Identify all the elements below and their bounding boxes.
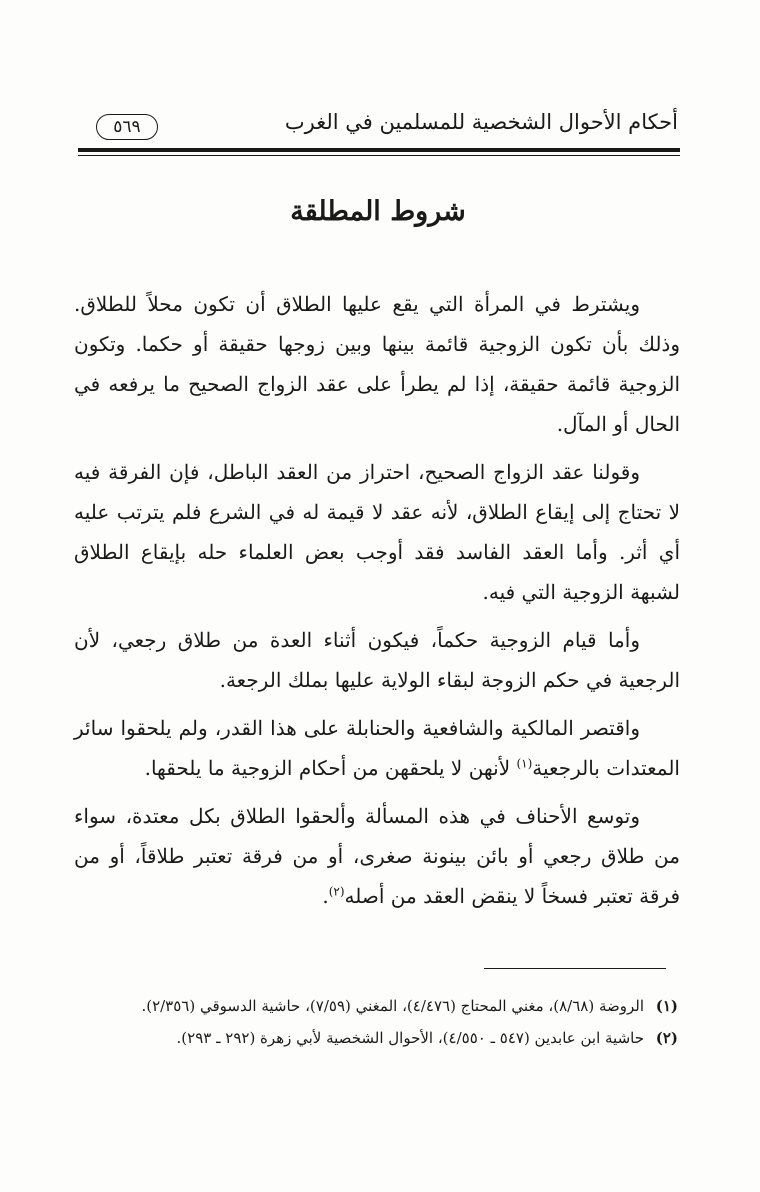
paragraph <box>74 796 680 916</box>
paragraph-text: واقتصر المالكية والشافعية والحنابلة على هذا القدر، ولم يلحقوا سائر المعتدات بالرجعية <box>74 716 680 780</box>
paragraph: وأما قيام الزوجية حكماً، فيكون أثناء العدة من طلاق رجعي، لأن الرجعية في حكم الزوجة لبقاء الولاية عليها بملك الرجعة. <box>74 628 680 692</box>
body-text <box>74 284 680 924</box>
footnote-number: (١) <box>655 997 678 1015</box>
page-number-badge: ٥٦٩ <box>96 114 158 140</box>
running-title: أحكام الأحوال الشخصية للمسلمين في الغرب <box>284 110 678 134</box>
paragraph: ويشترط في المرأة التي يقع عليها الطلاق أن تكون محلاً للطلاق. وذلك بأن تكون الزوجية قائمة بينها وبين زوجها حقيقة أو حكما. وتكون الزوجية قائمة حقيقة، إذا لم يطرأ على عقد الزواج الصحيح ما يرفعه في الحال أو المآل. <box>74 292 680 436</box>
footnote-reference[interactable]: (٢) <box>328 884 345 899</box>
footnote <box>78 1025 678 1051</box>
paragraph-text: لأنهن لا يلحقهن من أحكام الزوجية ما يلحقها. <box>144 756 517 780</box>
paragraph: وقولنا عقد الزواج الصحيح، احتراز من العقد الباطل، فإن الفرقة فيه لا تحتاج إلى إيقاع الطلاق، لأنه عقد لا قيمة له في الشرع فلم يترتب عليه أي أثر. وأما العقد الفاسد فقد أوجب بعض العلماء حله بإيقاع الطلاق لشبهة الزوجية التي فيه. <box>74 460 680 604</box>
page-header <box>78 104 678 144</box>
footnote-text: حاشية ابن عابدين (٥٤٧ ـ ٤/٥٥٠)، الأحوال الشخصية لأبي زهرة (٢٩٢ ـ ٢٩٣). <box>176 1029 644 1047</box>
footnote-number: (٢) <box>655 1029 678 1047</box>
section-title: شروط المطلقة <box>290 196 466 227</box>
header-rule-thin <box>78 155 680 156</box>
paragraph-text: وتوسع الأحناف في هذه المسألة وألحقوا الطلاق بكل معتدة، سواء من طلاق رجعي أو بائن بينونة صغرى، أو من فرقة تعتبر طلاقاً، أو من فرقة تعتبر فسخاً لا ينقض العقد من أصله <box>74 804 680 908</box>
paragraph-text: . <box>322 884 329 908</box>
footnote-separator <box>484 968 666 969</box>
footnotes <box>78 993 678 1057</box>
footnote-reference[interactable]: (١) <box>516 756 533 771</box>
header-rule-thick <box>78 148 680 152</box>
paragraph <box>74 708 680 788</box>
footnote-text: الروضة (٨/٦٨)، مغني المحتاج (٤/٤٧٦)، المغني (٧/٥٩)، حاشية الدسوقي (٢/٣٥٦). <box>141 997 644 1015</box>
footnote <box>78 993 678 1019</box>
